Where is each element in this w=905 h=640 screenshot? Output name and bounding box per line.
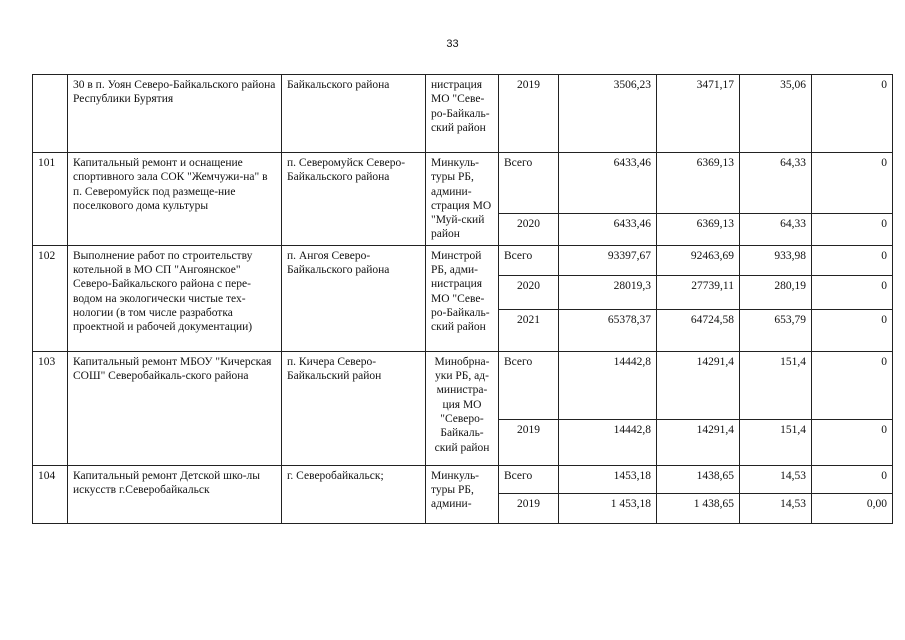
federal-amount-cell: 92463,69 — [657, 245, 740, 275]
regional-amount-cell: 64,33 — [740, 153, 812, 214]
federal-amount-cell: 14291,4 — [657, 419, 740, 465]
page-number: 33 — [446, 38, 459, 50]
location-cell: п. Ангоя Северо-Байкальского района — [282, 245, 426, 351]
local-amount-cell: 0 — [812, 275, 893, 309]
total-amount-cell: 93397,67 — [559, 245, 657, 275]
local-amount-cell: 0 — [812, 245, 893, 275]
object-name-cell: Капитальный ремонт МБОУ "Кичерская СОШ" Северобайкаль-ского района — [68, 351, 282, 465]
regional-amount-cell: 653,79 — [740, 309, 812, 351]
local-amount-cell: 0 — [812, 309, 893, 351]
regional-amount-cell: 14,53 — [740, 493, 812, 523]
federal-amount-cell: 64724,58 — [657, 309, 740, 351]
federal-amount-cell: 3471,17 — [657, 75, 740, 153]
year-cell: Всего — [499, 351, 559, 419]
regional-amount-cell: 151,4 — [740, 419, 812, 465]
total-amount-cell: 6433,46 — [559, 153, 657, 214]
year-cell: 2020 — [499, 275, 559, 309]
row-number-cell: 102 — [33, 245, 68, 351]
table-row — [33, 75, 893, 153]
local-amount-cell: 0 — [812, 75, 893, 153]
row-number-cell: 101 — [33, 153, 68, 246]
table-row — [33, 351, 893, 419]
responsible-cell: Минстрой РБ, адми-нистрация МО "Севе-ро-Байкаль-ский район — [426, 245, 499, 351]
object-name-cell: Выполнение работ по строительству котельной в МО СП "Ангоянское" Северо-Байкальского района с пере-водом на экологически чистые тех-нологии (в том числе разработка проектной и рабочей документации) — [68, 245, 282, 351]
total-amount-cell: 14442,8 — [559, 419, 657, 465]
location-cell: г. Северобайкальск; — [282, 465, 426, 523]
year-cell: Всего — [499, 465, 559, 493]
responsible-cell: Минобрна-уки РБ, ад-министра-ция МО "Северо-Байкаль-ский район — [426, 351, 499, 465]
federal-amount-cell: 27739,11 — [657, 275, 740, 309]
total-amount-cell: 3506,23 — [559, 75, 657, 153]
table-row — [33, 465, 893, 493]
table-row — [33, 153, 893, 214]
regional-amount-cell: 64,33 — [740, 214, 812, 246]
regional-amount-cell: 151,4 — [740, 351, 812, 419]
table-row — [33, 245, 893, 275]
total-amount-cell: 1 453,18 — [559, 493, 657, 523]
local-amount-cell: 0 — [812, 153, 893, 214]
regional-amount-cell: 14,53 — [740, 465, 812, 493]
responsible-cell: Минкуль-туры РБ, админи-страция МО "Муй-ский район — [426, 153, 499, 246]
total-amount-cell: 28019,3 — [559, 275, 657, 309]
year-cell: 2021 — [499, 309, 559, 351]
local-amount-cell: 0,00 — [812, 493, 893, 523]
total-amount-cell: 1453,18 — [559, 465, 657, 493]
row-number-cell: 104 — [33, 465, 68, 523]
row-number-cell: 103 — [33, 351, 68, 465]
location-cell: п. Северомуйск Северо-Байкальского района — [282, 153, 426, 246]
year-cell: Всего — [499, 153, 559, 214]
total-amount-cell: 6433,46 — [559, 214, 657, 246]
regional-amount-cell: 35,06 — [740, 75, 812, 153]
year-cell: 2019 — [499, 75, 559, 153]
federal-amount-cell: 1438,65 — [657, 465, 740, 493]
year-cell: 2019 — [499, 419, 559, 465]
total-amount-cell: 65378,37 — [559, 309, 657, 351]
local-amount-cell: 0 — [812, 351, 893, 419]
federal-amount-cell: 14291,4 — [657, 351, 740, 419]
total-amount-cell: 14442,8 — [559, 351, 657, 419]
location-cell: Байкальского района — [282, 75, 426, 153]
location-cell: п. Кичера Северо-Байкальский район — [282, 351, 426, 465]
responsible-cell: Минкуль-туры РБ, админи- — [426, 465, 499, 523]
federal-amount-cell: 1 438,65 — [657, 493, 740, 523]
year-cell: 2020 — [499, 214, 559, 246]
responsible-cell: нистрация МО "Севе-ро-Байкаль-ский район — [426, 75, 499, 153]
local-amount-cell: 0 — [812, 465, 893, 493]
regional-amount-cell: 933,98 — [740, 245, 812, 275]
row-number-cell — [33, 75, 68, 153]
local-amount-cell: 0 — [812, 214, 893, 246]
object-name-cell: 30 в п. Уоян Северо-Байкальского района Республики Бурятия — [68, 75, 282, 153]
program-table — [32, 74, 893, 524]
object-name-cell: Капитальный ремонт Детской шко-лы искусств г.Северобайкальск — [68, 465, 282, 523]
federal-amount-cell: 6369,13 — [657, 214, 740, 246]
year-cell: 2019 — [499, 493, 559, 523]
object-name-cell: Капитальный ремонт и оснащение спортивного зала СОК "Жемчужи-на" в п. Северомуйск под размеще-ние поселкового дома культуры — [68, 153, 282, 246]
regional-amount-cell: 280,19 — [740, 275, 812, 309]
year-cell: Всего — [499, 245, 559, 275]
local-amount-cell: 0 — [812, 419, 893, 465]
federal-amount-cell: 6369,13 — [657, 153, 740, 214]
